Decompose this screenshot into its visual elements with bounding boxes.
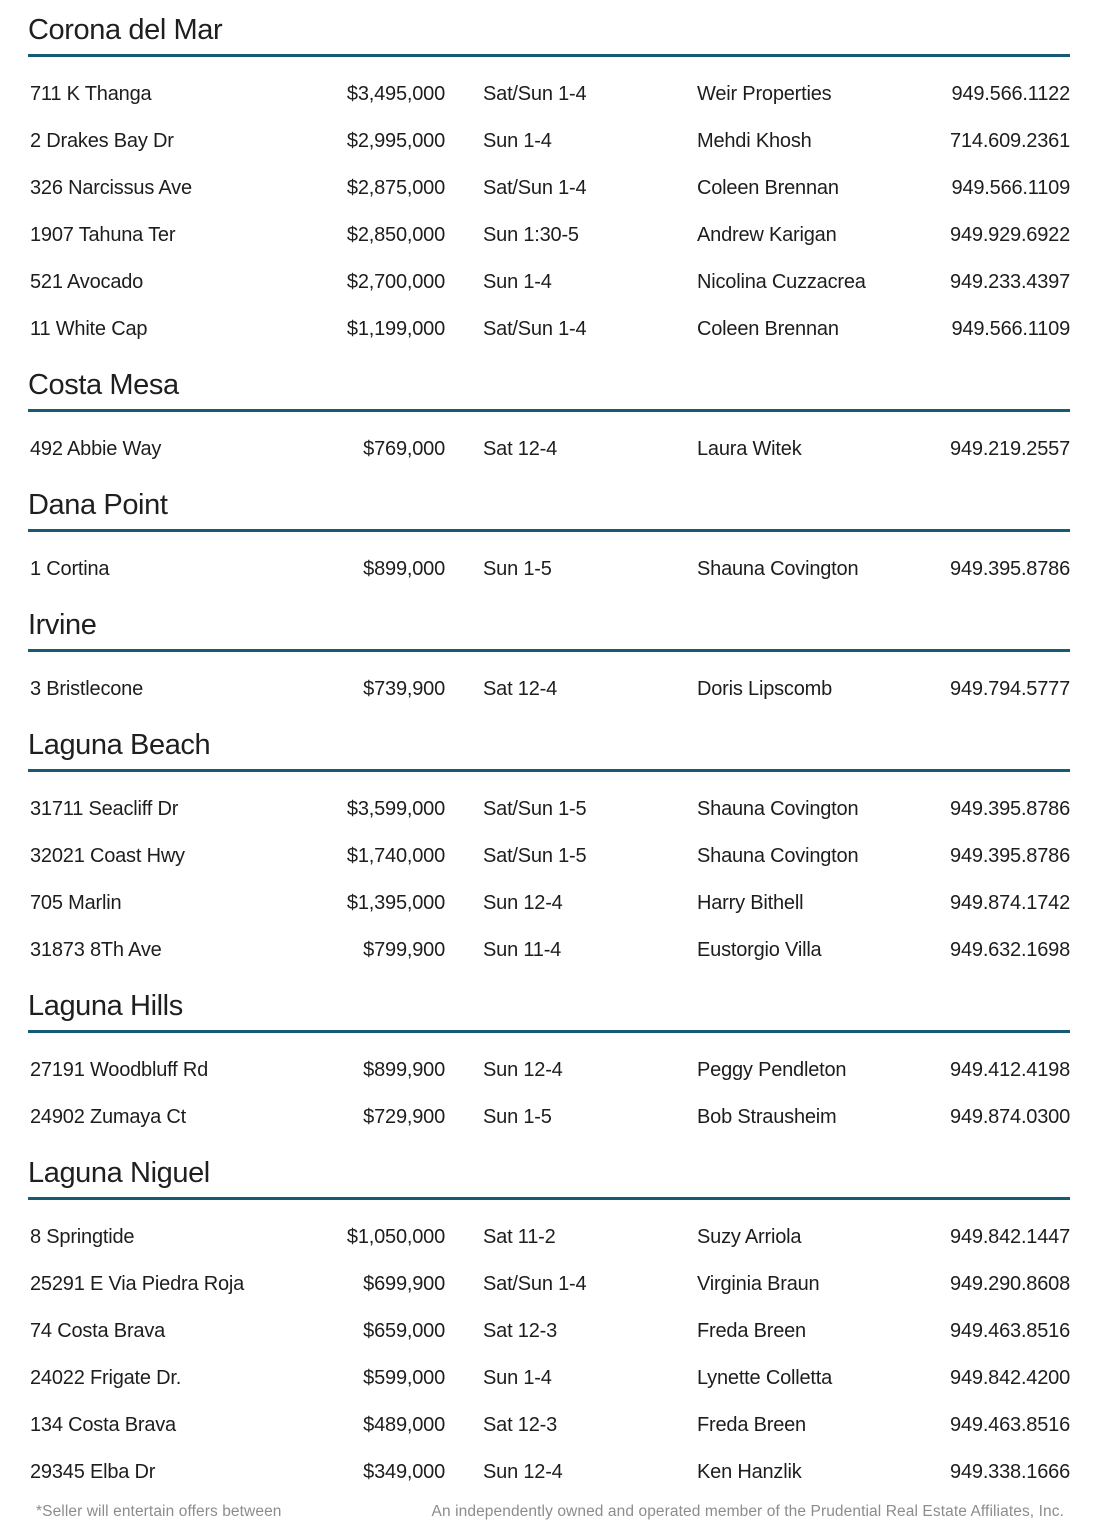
listing-address: 3 Bristlecone	[30, 678, 144, 700]
listing-address: 134 Costa Brava	[30, 1414, 176, 1436]
listing-price: $899,900	[363, 1059, 445, 1081]
listing-address: 11 White Cap	[30, 318, 148, 340]
listing-open-time: Sat/Sun 1-4	[483, 83, 587, 105]
listing-price: $2,850,000	[346, 224, 445, 246]
city-section	[28, 988, 1070, 1141]
listing-open-time: Sun 1-5	[483, 558, 552, 580]
listing-price: $739,900	[363, 678, 445, 700]
listing-row	[28, 666, 1070, 713]
listing-phone: 949.219.2557	[950, 438, 1070, 460]
listing-price: $799,900	[363, 939, 445, 961]
listing-agent: Freda Breen	[697, 1414, 806, 1436]
listing-agent: Shauna Covington	[697, 798, 859, 820]
listing-price: $3,599,000	[346, 798, 445, 820]
listing-open-time: Sat 12-4	[483, 438, 558, 460]
listings	[28, 12, 1070, 1496]
listing-row	[28, 1214, 1070, 1261]
listing-open-time: Sun 1:30-5	[483, 224, 579, 246]
city-header: Laguna Niguel	[28, 1155, 1070, 1200]
listing-phone: 949.395.8786	[950, 845, 1070, 867]
listing-row	[28, 306, 1070, 353]
listing-phone: 949.794.5777	[950, 678, 1070, 700]
listing-phone: 949.566.1122	[951, 83, 1070, 105]
page-footer	[28, 1503, 1070, 1535]
listing-price: $2,875,000	[346, 177, 445, 199]
listing-address: 32021 Coast Hwy	[30, 845, 185, 867]
listing-open-time: Sat 12-4	[483, 678, 558, 700]
listing-address: 705 Marlin	[30, 892, 122, 914]
listing-address: 31873 8Th Ave	[30, 939, 162, 961]
listing-phone: 949.412.4198	[950, 1059, 1070, 1081]
listing-agent: Andrew Karigan	[697, 224, 837, 246]
listing-row	[28, 165, 1070, 212]
listing-row	[28, 1449, 1070, 1496]
listing-address: 2 Drakes Bay Dr	[30, 130, 174, 152]
city-header: Laguna Beach	[28, 727, 1070, 772]
section-rows	[28, 786, 1070, 974]
listing-price: $729,900	[363, 1106, 445, 1128]
listing-phone: 949.290.8608	[950, 1273, 1070, 1295]
listing-price: $1,395,000	[346, 892, 445, 914]
city-section	[28, 1155, 1070, 1496]
listing-phone: 949.463.8516	[950, 1320, 1070, 1342]
listing-agent: Eustorgio Villa	[697, 939, 822, 961]
listing-open-time: Sun 11-4	[483, 939, 562, 961]
listing-agent: Coleen Brennan	[697, 318, 839, 340]
listing-phone: 949.874.0300	[950, 1106, 1070, 1128]
city-section	[28, 367, 1070, 473]
listing-row	[28, 1402, 1070, 1449]
listing-phone: 949.566.1109	[951, 177, 1070, 199]
listing-phone: 949.395.8786	[950, 558, 1070, 580]
listing-address: 29345 Elba Dr	[30, 1461, 156, 1483]
listing-phone: 949.842.1447	[950, 1226, 1070, 1248]
listing-open-time: Sun 1-5	[483, 1106, 552, 1128]
city-section	[28, 12, 1070, 353]
listing-row	[28, 426, 1070, 473]
city-header: Costa Mesa	[28, 367, 1070, 412]
listing-phone: 949.463.8516	[950, 1414, 1070, 1436]
listing-agent: Virginia Braun	[697, 1273, 820, 1295]
listing-row	[28, 786, 1070, 833]
listing-price: $2,995,000	[346, 130, 445, 152]
listing-address: 521 Avocado	[30, 271, 144, 293]
city-header: Corona del Mar	[28, 12, 1070, 57]
listing-row	[28, 880, 1070, 927]
listing-price: $659,000	[363, 1320, 445, 1342]
listing-price: $349,000	[363, 1461, 445, 1483]
listing-address: 74 Costa Brava	[30, 1320, 166, 1342]
city-section	[28, 607, 1070, 713]
listing-open-time: Sat 12-3	[483, 1320, 558, 1342]
listing-row	[28, 118, 1070, 165]
listing-phone: 949.566.1109	[951, 318, 1070, 340]
listing-open-time: Sat/Sun 1-5	[483, 845, 587, 867]
listing-agent: Laura Witek	[697, 438, 802, 460]
listing-row	[28, 1308, 1070, 1355]
listing-open-time: Sun 1-4	[483, 130, 552, 152]
listing-row	[28, 1094, 1070, 1141]
listing-open-time: Sun 12-4	[483, 1059, 563, 1081]
listing-agent: Shauna Covington	[697, 845, 859, 867]
listing-address: 492 Abbie Way	[30, 438, 162, 460]
listing-open-time: Sat/Sun 1-4	[483, 1273, 587, 1295]
footer-disclaimer-right: An independently owned and operated member of the Prudential Real Estate Affiliates, Inc.	[431, 1503, 1064, 1520]
section-rows	[28, 1047, 1070, 1141]
listing-open-time: Sat 11-2	[483, 1226, 556, 1248]
listing-agent: Peggy Pendleton	[697, 1059, 847, 1081]
listing-row	[28, 259, 1070, 306]
listing-price: $1,740,000	[346, 845, 445, 867]
listing-price: $699,900	[363, 1273, 445, 1295]
footer-disclaimer-left: *Seller will entertain offers between	[36, 1503, 282, 1520]
listing-open-time: Sun 12-4	[483, 1461, 563, 1483]
listing-agent: Lynette Colletta	[697, 1367, 833, 1389]
listing-open-time: Sun 1-4	[483, 271, 552, 293]
section-rows	[28, 666, 1070, 713]
listing-agent: Nicolina Cuzzacrea	[697, 271, 866, 293]
city-header: Dana Point	[28, 487, 1070, 532]
section-rows	[28, 71, 1070, 353]
listing-price: $599,000	[363, 1367, 445, 1389]
listing-agent: Weir Properties	[697, 83, 832, 105]
listing-agent: Ken Hanzlik	[697, 1461, 802, 1483]
listing-row	[28, 71, 1070, 118]
city-section	[28, 727, 1070, 974]
city-header: Irvine	[28, 607, 1070, 652]
listing-address: 24902 Zumaya Ct	[30, 1106, 186, 1128]
section-rows	[28, 546, 1070, 593]
listing-agent: Harry Bithell	[697, 892, 804, 914]
listing-open-time: Sat 12-3	[483, 1414, 558, 1436]
listing-price: $489,000	[363, 1414, 445, 1436]
listing-phone: 714.609.2361	[950, 130, 1070, 152]
listing-open-time: Sun 1-4	[483, 1367, 552, 1389]
listing-row	[28, 1047, 1070, 1094]
listing-agent: Shauna Covington	[697, 558, 859, 580]
listing-agent: Mehdi Khosh	[697, 130, 812, 152]
listing-row	[28, 1261, 1070, 1308]
listing-phone: 949.338.1666	[950, 1461, 1070, 1483]
listing-row	[28, 1355, 1070, 1402]
listing-price: $2,700,000	[346, 271, 445, 293]
city-header: Laguna Hills	[28, 988, 1070, 1033]
section-rows	[28, 426, 1070, 473]
listing-price: $3,495,000	[346, 83, 445, 105]
listing-row	[28, 546, 1070, 593]
listing-open-time: Sat/Sun 1-5	[483, 798, 587, 820]
listing-price: $1,050,000	[346, 1226, 445, 1248]
listing-agent: Suzy Arriola	[697, 1226, 802, 1248]
listing-phone: 949.929.6922	[950, 224, 1070, 246]
listing-open-time: Sun 12-4	[483, 892, 563, 914]
listing-address: 8 Springtide	[30, 1226, 135, 1248]
listing-address: 25291 E Via Piedra Roja	[30, 1273, 245, 1295]
listing-address: 326 Narcissus Ave	[30, 177, 192, 199]
listing-phone: 949.395.8786	[950, 798, 1070, 820]
listing-phone: 949.874.1742	[950, 892, 1070, 914]
city-section	[28, 487, 1070, 593]
listing-address: 711 K Thanga	[30, 83, 152, 105]
listing-open-time: Sat/Sun 1-4	[483, 177, 587, 199]
listing-phone: 949.842.4200	[950, 1367, 1070, 1389]
listing-agent: Bob Strausheim	[697, 1106, 837, 1128]
listing-address: 1907 Tahuna Ter	[30, 224, 176, 246]
listing-price: $899,000	[363, 558, 445, 580]
listing-price: $769,000	[363, 438, 445, 460]
listing-row	[28, 927, 1070, 974]
listing-address: 1 Cortina	[30, 558, 110, 580]
listing-agent: Freda Breen	[697, 1320, 806, 1342]
listing-address: 27191 Woodbluff Rd	[30, 1059, 209, 1081]
listing-address: 24022 Frigate Dr.	[30, 1367, 182, 1389]
listing-agent: Coleen Brennan	[697, 177, 839, 199]
section-rows	[28, 1214, 1070, 1496]
listing-phone: 949.233.4397	[950, 271, 1070, 293]
listing-price: $1,199,000	[346, 318, 445, 340]
listing-agent: Doris Lipscomb	[697, 678, 833, 700]
listing-row	[28, 833, 1070, 880]
listing-address: 31711 Seacliff Dr	[30, 798, 179, 820]
listing-open-time: Sat/Sun 1-4	[483, 318, 587, 340]
listing-phone: 949.632.1698	[950, 939, 1070, 961]
listing-row	[28, 212, 1070, 259]
